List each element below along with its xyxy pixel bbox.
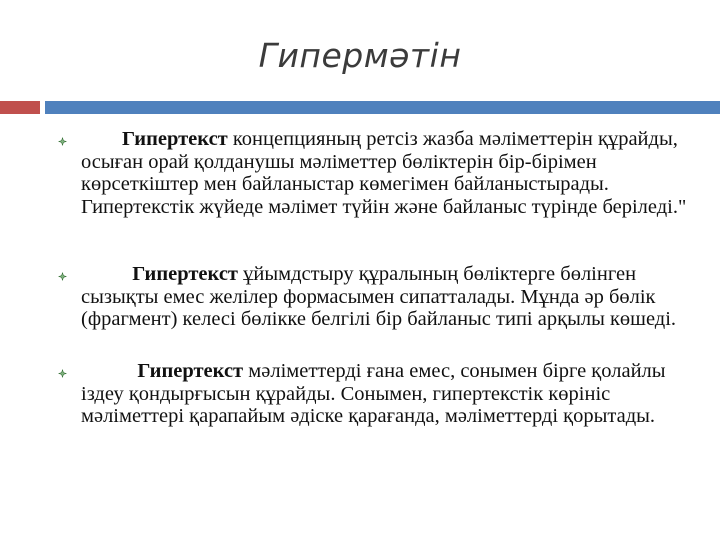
diamond-bullet-icon (58, 369, 67, 378)
diamond-bullet-icon (58, 137, 67, 146)
bullet-lead-term: Гипертекст (122, 128, 228, 150)
slide-body (58, 128, 708, 428)
title-rule-bar (45, 101, 720, 114)
bullet-lead-term: Гипертекст (137, 360, 244, 382)
bullet-item (58, 128, 708, 263)
bullet-text: мәліметтерді ғана емес, сонымен бірге қолайлы іздеу қондырғысын құрайды. Сонымен, гипертекстік көрініс мәліметтері қарапайым әдіске қарағанда, мәліметтерді қорытады. (81, 360, 666, 427)
bullet-item (58, 263, 708, 360)
bullet-lead-term: Гипертекст (132, 263, 239, 285)
slide-title: Гипермәтін (258, 36, 462, 75)
bullet-item (58, 360, 708, 428)
bullet-text: концепцияның ретсіз жазба мәліметтерін құрайды, осыған орай қолданушы мәліметтер бөліктерін бір-бірімен көрсеткіштер мен байланыстар көмегімен байланыстырады. Гипертекстік жүйеде мәлімет түйін және байланыс түрінде беріледі." (81, 128, 687, 218)
title-rule-accent (0, 101, 40, 114)
diamond-bullet-icon (58, 272, 67, 281)
bullet-text: ұйымдстыру құралының бөліктерге бөлінген сызықты емес желілер формасымен сипатталады. Мұнда әр бөлік (фрагмент) келесі бөлікке белгілі бір байланыс типі арқылы көшеді. (81, 263, 677, 330)
